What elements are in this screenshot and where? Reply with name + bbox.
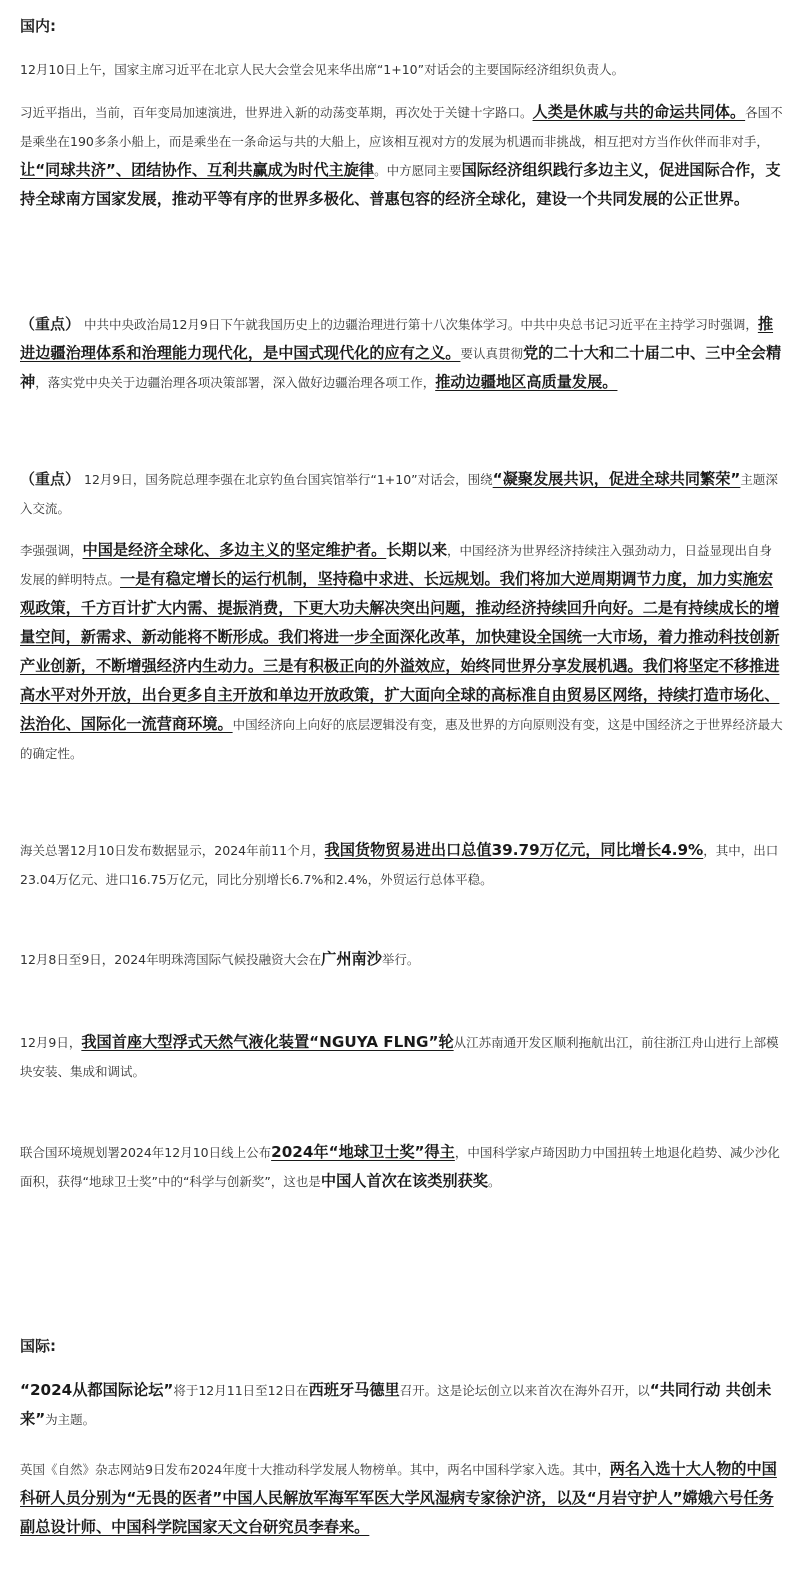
international-heading: 国际: <box>20 1337 56 1355</box>
domestic-paragraph-8 <box>20 1028 783 1086</box>
domestic-heading: 国内: <box>20 17 56 35</box>
emphasis-underlined: 人类是休戚与共的命运共同体。 <box>532 103 746 121</box>
key-point-marker: （重点） <box>20 315 81 333</box>
emphasis-underlined: 一是有稳定增长的运行机制，坚持稳中求进、长远规划。我们将加大逆周期调节力度，加力实施宏观政策，千方百计扩大内需、提振消费，下更大功夫解决突出问题，推动经济持续回升向好。二是有持续成长的增量空间，新需求、新动能将不断形成。我们将进一步全面深化改革，加快建设全国统一大市场，着力推动科技创新产业创新，不断增强经济内生动力。三是有积极正向的外溢效应，始终同世界分享发展机遇。我们将坚定不移推进高水平对外开放，出台更多自主开放和单边开放政策，扩大面向全球的高标准自由贸易区网络，持续打造市场化、法治化、国际化一流营商环境。 <box>20 570 780 733</box>
domestic-paragraph-6 <box>20 836 783 894</box>
emphasis-underlined: 中国是经济全球化、多边主义的坚定维护者。 <box>82 541 387 559</box>
emphasis-underlined: 让“同球共济”、团结协作、互利共赢成为时代主旋律 <box>20 161 375 179</box>
text: 从江苏南通开发区顺利拖航出江，前往浙江舟山进行上部模块安装、集成和调试。 <box>20 1035 779 1079</box>
domestic-paragraph-1 <box>20 55 783 84</box>
text: 。中方愿同主要 <box>374 163 462 178</box>
domestic-paragraph-9 <box>20 1138 783 1196</box>
emphasis-bold: 国际经济组织践行多边主义，促进国际合作，支持全球南方国家发展，推动平等有序的世界多极化、普惠包容的经济全球化，建设一个共同发展的公正世界。 <box>20 161 781 208</box>
text: 举行。 <box>381 952 420 967</box>
domestic-paragraph-5 <box>20 536 783 768</box>
key-point-marker: （重点） <box>20 470 81 488</box>
text: 召开。这是论坛创立以来首次在海外召开，以 <box>399 1383 650 1398</box>
domestic-paragraph-7 <box>20 945 783 974</box>
emphasis-bold: 广州南沙 <box>321 950 382 968</box>
text: 为主题。 <box>45 1412 96 1427</box>
emphasis-underlined: 我国货物贸易进出口总值39.79万亿元，同比增长4.9% <box>324 841 704 859</box>
text: 主题深入交流。 <box>20 472 778 516</box>
text: 各国不是乘坐在190多条小船上，而是乘坐在一条命运与共的大船上，应该相互视对方的发展为机遇而非挑战，相互把对方当作伙伴而非对手， <box>20 105 783 149</box>
text: ，落实党中央关于边疆治理各项决策部署，深入做好边疆治理各项工作， <box>35 375 436 390</box>
text: 李强强调， <box>20 543 83 558</box>
text: 。 <box>487 1174 501 1189</box>
text: ，其中，出口23.04万亿元、进口16.75万亿元，同比分别增长6.7%和2.4%，外贸运行总体平稳。 <box>20 843 779 887</box>
emphasis-underlined: 推动边疆地区高质量发展。 <box>435 373 618 391</box>
text: 12月8日至9日，2024年明珠湾国际气候投融资大会在 <box>20 952 322 967</box>
international-paragraph-1 <box>20 1376 783 1434</box>
text: 中共中央政治局12月9日下午就我国历史上的边疆治理进行第十八次集体学习。中共中央总书记习近平在主持学习时强调， <box>80 317 758 332</box>
emphasis-bold: 党的二十大和二十届二中、三中全会精神 <box>20 344 782 391</box>
text: ，中国经济为世界经济持续注入强劲动力，日益显现出自身发展的鲜明特点。 <box>20 543 773 587</box>
text: ，中国科学家卢琦因助力中国扭转土地退化趋势、减少沙化面积，获得“地球卫士奖”中的“科学与创新奖”，这也是 <box>20 1145 780 1189</box>
emphasis-bold: “2024从都国际论坛” <box>20 1381 174 1399</box>
emphasis-underlined: 两名入选十大人物的中国科研人员分别为“无畏的医者”中国人民解放军海军军医大学风湿病专家徐沪济，以及“月岩守护人”嫦娥六号任务副总设计师、中国科学院国家天文台研究员李春来。 <box>20 1460 777 1536</box>
domestic-paragraph-3 <box>20 310 783 397</box>
emphasis-bold: “共同行动 共创未来” <box>20 1381 772 1428</box>
domestic-paragraph-2 <box>20 98 783 214</box>
text: 要认真贯彻 <box>460 346 523 361</box>
text: 习近平指出，当前，百年变局加速演进，世界进入新的动荡变革期，再次处于关键十字路口。 <box>20 105 533 120</box>
text: 12月9日， <box>20 1035 82 1050</box>
emphasis-bold: 长期以来 <box>386 541 448 559</box>
international-paragraph-2 <box>20 1455 783 1542</box>
emphasis-underlined: 推进边疆治理体系和治理能力现代化，是中国式现代化的应有之义。 <box>20 315 774 362</box>
emphasis-bold: 中国人首次在该类别获奖 <box>320 1172 488 1190</box>
emphasis-underlined: 我国首座大型浮式天然气液化装置“NGUYA FLNG”轮 <box>81 1033 454 1051</box>
emphasis-underlined: 2024年“地球卫士奖”得主 <box>271 1143 455 1161</box>
text: 将于12月11日至12日在 <box>173 1383 309 1398</box>
emphasis-bold: 西班牙马德里 <box>308 1381 400 1399</box>
text: 中国经济向上向好的底层逻辑没有变，惠及世界的方向原则没有变，这是中国经济之于世界经济最大的确定性。 <box>20 717 783 761</box>
emphasis-underlined: “凝聚发展共识，促进全球共同繁荣” <box>492 470 741 488</box>
text: 12月10日上午，国家主席习近平在北京人民大会堂会见来华出席“1+10”对话会的主要国际经济组织负责人。 <box>20 62 625 77</box>
text: 英国《自然》杂志网站9日发布2024年度十大推动科学发展人物榜单。其中，两名中国科学家入选。其中， <box>20 1462 610 1477</box>
text: 联合国环境规划署2024年12月10日线上公布 <box>20 1145 272 1160</box>
text: 12月9日，国务院总理李强在北京钓鱼台国宾馆举行“1+10”对话会，围绕 <box>80 472 493 487</box>
domestic-paragraph-4 <box>20 465 783 523</box>
text: 海关总署12月10日发布数据显示，2024年前11个月， <box>20 843 325 858</box>
